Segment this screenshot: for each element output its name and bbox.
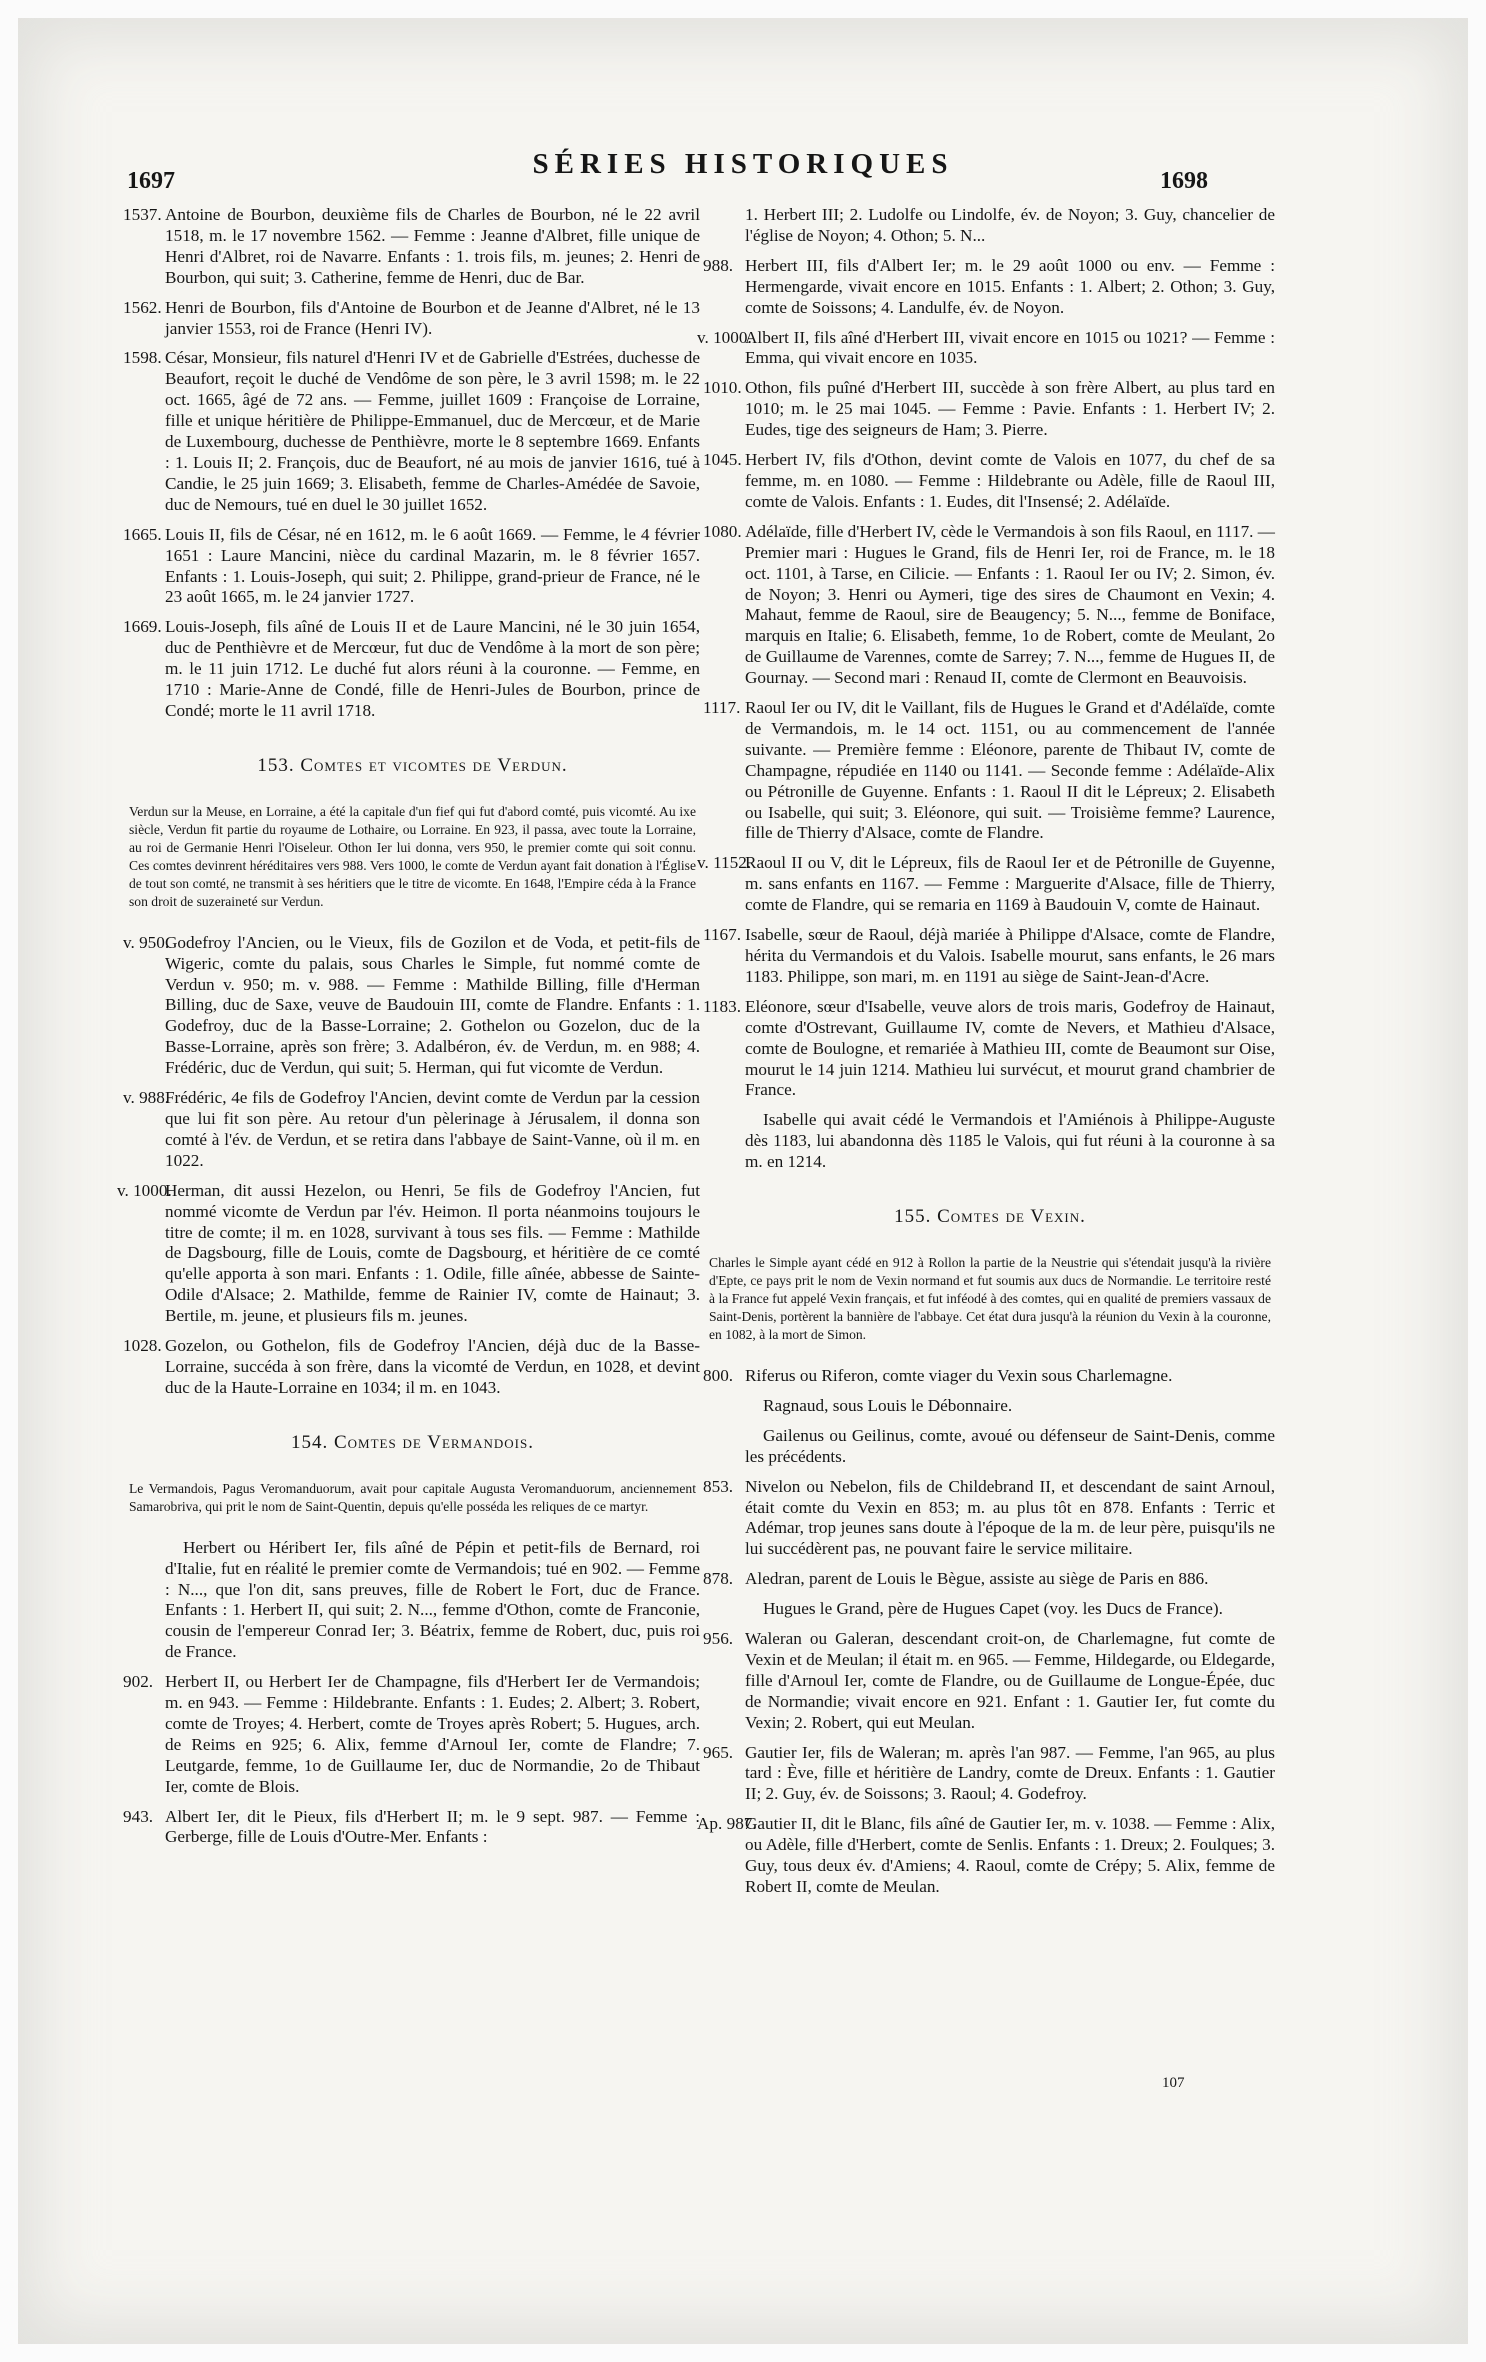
entry-adelaide: [705, 522, 1275, 689]
entry-text: Frédéric, 4e fils de Godefroy l'Ancien, devint comte de Verdun par la cession que lui fit son père. Au retour d'un pèlerinage à Jérusalem, il donna son comté à l'év. de Verdun, et se retira dans l'abbaye de Saint-Vanne, où il m. en 1022.: [165, 1088, 700, 1170]
entry-date: 853.: [703, 1476, 734, 1496]
entry-raoul-ii: [697, 853, 1275, 916]
entry-louis-ii: [125, 525, 700, 609]
entry-date: 1562.: [123, 297, 162, 317]
section-intro-vexin: Charles le Simple ayant cédé en 912 à Rollon la partie de la Neustrie qui s'étendait jusqu'à la rivière d'Epte, ce pays prit le nom de Vexin normand et fut soumis aux ducs de Normandie. Le territoire resté à la France fut appelé Vexin français, et fut inféodé à des comtes, qui en qualité de premiers vassaux de Saint-Denis, portèrent la bannière de l'abbaye. Cet état dura jusqu'à la réunion du Vexin à la couronne, en 1082, à la mort de Simon.: [709, 1254, 1271, 1342]
entry-text: Raoul Ier ou IV, dit le Vaillant, fils de Hugues le Grand et d'Adélaïde, comte de Vermandois, m. le 14 oct. 1151, ou au commencement de l'année suivante. — Première femme : Eléonore, parente de Thibaut IV, comte de Champagne, répudiée en 1140 ou 1141. — Seconde femme : Adélaïde-Alix ou Pétronille de Guyenne. Enfants : 1. Raoul II dit le Lépreux; 2. Elisabeth ou Isabelle, qui suit; 3. Eléonore, qui suit. — Troisième femme? Laurence, fille de Thierry d'Alsace, comte de Flandre.: [745, 698, 1275, 843]
entry-text: Herbert III, fils d'Albert Ier; m. le 29 août 1000 ou env. — Femme : Hermengarde, vivait encore en 1015. Enfants : 1. Albert; 2. Othon; 3. Guy, comte de Soissons; 4. Landulfe, év. de Noyon.: [745, 255, 1275, 317]
entry-raoul-i: [705, 698, 1275, 844]
entry-text: César, Monsieur, fils naturel d'Henri IV et de Gabrielle d'Estrées, duchesse de Beaufort, reçoit le duché de Vendôme de son père, le 3 avril 1598; m. le 22 oct. 1665, âgé de 72 ans. — Femme, juillet 1609 : Françoise de Lorraine, fille et unique héritière de Philippe-Emmanuel, duc de Mercœur, et de Marie de Luxembourg, duchesse de Penthièvre, morte le 8 septembre 1669. Enfants : 1. Louis II; 2. François, duc de Beaufort, né au mois de janvier 1616, tué à Candie, le 25 juin 1669; 3. Elisabeth, femme de Charles-Amédée de Savoie, duc de Nemours, tué en duel le 30 juillet 1652.: [165, 348, 700, 514]
entry-date: Ap. 987.: [697, 1814, 757, 1834]
left-page-number: 1697: [127, 168, 175, 194]
entry-herbert-ii: [125, 1672, 700, 1797]
section-intro-verdun: Verdun sur la Meuse, en Lorraine, a été la capitale d'un fief qui fut d'abord comté, puis vicomté. Au ixe siècle, Verdun fit partie du royaume de Lothaire, ou Lorraine. En 923, il passa, avec toute la Lorraine, au roi de Germanie Henri l'Oiseleur. Othon Ier lui donna, vers 950, le premier comte qui soit connu. Ces comtes devinrent héréditaires vers 988. Vers 1000, le comte de Verdun ayant fait donation à l'Église de tout son comté, ne transmit à ses héritiers que le titre de vicomte. En 1648, l'Empire céda à la France son droit de suzeraineté sur Verdun.: [129, 803, 696, 909]
entry-text: Henri de Bourbon, fils d'Antoine de Bourbon et de Jeanne d'Albret, né le 13 janvier 1553, roi de France (Henri IV).: [165, 297, 700, 338]
entry-date: v. 950.: [123, 932, 170, 952]
entry-text: Gozelon, ou Gothelon, fils de Godefroy l'Ancien, déjà duc de la Basse-Lorraine, succéda à son frère, dans la vicomté de Verdun, en 1028, et devint duc de la Haute-Lorraine en 1034; il m. en 1043.: [165, 1336, 700, 1397]
entry-date: 1028.: [123, 1336, 162, 1356]
entry-text: Albert II, fils aîné d'Herbert III, vivait encore en 1015 ou 1021? — Femme : Emma, qui vivait encore en 1035.: [745, 327, 1275, 368]
folio-number: 107: [1162, 2075, 1185, 2091]
continuation-text: 1. Herbert III; 2. Ludolfe ou Lindolfe, év. de Noyon; 3. Guy, chancelier de l'église de Noyon; 4. Othon; 5. N...: [745, 205, 1275, 245]
entry-isabelle: [705, 925, 1275, 988]
entry-date: 1045.: [703, 450, 742, 470]
entry-date: 1080.: [703, 521, 742, 541]
entry-text: Gautier II, dit le Blanc, fils aîné de Gautier Ier, m. v. 1038. — Femme : Alix, ou Adèle, fille d'Herbert, comte de Senlis. Enfants : 1. Dreux; 2. Foulques; 3. Guy, tous deux év. d'Amiens; 4. Raoul, comte de Crépy; 5. Alix, femme de Robert II, comte de Meulan.: [745, 1814, 1275, 1896]
entry-gautier-ii: [697, 1814, 1275, 1898]
entry-date: v. 1000.: [697, 327, 752, 347]
right-page-number: 1698: [1160, 168, 1208, 194]
entry-date: 1665.: [123, 524, 162, 544]
entry-date: 800.: [703, 1365, 734, 1385]
entry-godefroy: [125, 933, 700, 1079]
entry-text: Antoine de Bourbon, deuxième fils de Charles de Bourbon, né le 22 avril 1518, m. le 17 novembre 1562. — Femme : Jeanne d'Albret, fille unique de Henri d'Albret, roi de Navarre. Enfants : 1. trois fils, m. jeunes; 2. Henri de Bourbon, qui suit; 3. Catherine, femme de Henri, duc de Bar.: [165, 205, 700, 287]
entry-date: 902.: [123, 1672, 154, 1692]
entry-text: Herman, dit aussi Hezelon, ou Henri, 5e fils de Godefroy l'Ancien, fut nommé vicomte de Verdun par l'év. Heimon. Il porta néanmoins toujours le titre de comte; il m. en 1028, survivant à tous ses fils. — Femme : Mathilde de Dagsbourg, fille de Louis, comte de Dagsbourg, et héritière de ce comté qu'elle apporta à son mari. Enfants : 1. Odile, fille aînée, abbesse de Sainte-Odile d'Alsace; 2. Mathilde, femme de Rainier IV, comte de Hainaut; 3. Bertile, m. jeune, et plusieurs fils m. jeunes.: [165, 1180, 700, 1326]
entry-cesar: [125, 348, 700, 515]
entry-riferus: [705, 1366, 1275, 1387]
entry-louis-joseph: [125, 617, 700, 722]
entry-eleonore: [705, 997, 1275, 1102]
section-title-vermandois: 154. Comtes de Vermandois.: [291, 1431, 534, 1453]
entry-gozelon: [125, 1336, 700, 1399]
entry-albert-ii: [697, 327, 1275, 370]
entry-text: Albert Ier, dit le Pieux, fils d'Herbert II; m. le 9 sept. 987. — Femme : Gerberge, fille de Louis d'Outre-Mer. Enfants :: [165, 1806, 700, 1847]
entry-othon: [705, 378, 1275, 441]
entry-text: Othon, fils puîné d'Herbert III, succède à son frère Albert, au plus tard en 1010; m. le 25 mai 1045. — Femme : Pavie. Enfants : 1. Herbert IV; 2. Eudes, tige des seigneurs de Ham; 3. Pierre.: [745, 378, 1275, 440]
entry-text: Nivelon ou Nebelon, fils de Childebrand II, et descendant de saint Arnoul, était comte du Vexin en 853; m. au plus tôt en 878. Enfants : Terric et Adémar, trop jeunes sans doute à l'époque de la m. de leur père, puisqu'ils ne lui succédèrent pas, ne pouvant faire le service militaire.: [745, 1476, 1275, 1559]
entry-herbert-iii: [705, 256, 1275, 319]
entry-herbert-iv: [705, 450, 1275, 513]
section-title-vexin: 155. Comtes de Vexin.: [894, 1206, 1086, 1228]
entry-herbert-i: Herbert ou Héribert Ier, fils aîné de Pépin et petit-fils de Bernard, roi d'Italie, fut en réalité le premier comte de Vermandois; tué en 902. — Femme : N..., que l'on dit, sans preuves, fille de Robert le Fort, duc de France. Enfants : 1. Herbert II, qui suit; 2. N..., femme d'Othon, comte de Franconie, cousin de l'empereur Conrad Ier; 3. Béatrix, femme de Robert, duc, puis roi de France.: [165, 1537, 700, 1662]
entry-text: Louis II, fils de César, né en 1612, m. le 6 août 1669. — Femme, le 4 février 1651 : Laure Mancini, nièce du cardinal Mazarin, m. le 8 février 1657. Enfants : 1. Louis-Joseph, qui suit; 2. Philippe, grand-prieur de France, né le 23 août 1665, m. le 24 janvier 1727.: [165, 524, 700, 607]
entry-date: 943.: [123, 1806, 154, 1826]
entry-date: 1598.: [123, 348, 162, 368]
entry-text: Gautier Ier, fils de Waleran; m. après l'an 987. — Femme, l'an 965, au plus tard : Ève, fille et héritière de Landry, comte de Dreux. Enfants : 1. Gautier II; 2. Guy, év. de Soissons; 3. Raoul; 4. Godefroy.: [745, 1742, 1275, 1804]
closing-paragraph: Isabelle qui avait cédé le Vermandois et l'Amiénois à Philippe-Auguste dès 1183, lui abandonna dès 1185 le Valois, qui fut réuni à la couronne à sa m. en 1214.: [745, 1110, 1275, 1172]
entry-date: 1010.: [703, 378, 742, 398]
entry-date: 965.: [703, 1742, 734, 1762]
entry-nivelon: [705, 1477, 1275, 1561]
left-column: [117, 205, 700, 1857]
entry-text: Eléonore, sœur d'Isabelle, veuve alors de trois maris, Godefroy de Hainaut, comte d'Ostrevant, Guillaume IV, comte de Nevers, et Mathieu d'Alsace, comte de Boulogne, et remariée à Mathieu III, comte de Beaumont sur Oise, mourut le 14 juin 1214. Mathieu lui survécut, et mourut grand chambrier de France.: [745, 996, 1275, 1100]
section-title-verdun: 153. Comtes et vicomtes de Verdun.: [257, 754, 568, 776]
entry-waleran: [705, 1629, 1275, 1734]
entry-text: Waleran ou Galeran, descendant croit-on, de Charlemagne, fut comte de Vexin et de Meulan; il était m. en 965. — Femme, Hildegarde, ou Eldegarde, fille d'Arnoul Ier, comte de Flandre, ou de Guillaume de Longue-Épée, duc de Normandie; vivait encore en 921. Enfant : 1. Gautier Ier, fut comte du Vexin; 2. Robert, qui eut Meulan.: [745, 1629, 1275, 1732]
entry-date: 1537.: [123, 205, 162, 224]
entry-date: 1669.: [123, 617, 162, 637]
entry-date: v. 1000.: [117, 1180, 172, 1200]
entry-text: Raoul II ou V, dit le Lépreux, fils de Raoul Ier et de Pétronille de Guyenne, m. sans enfants en 1167. — Femme : Marguerite d'Alsace, fille de Thierry, comte de Flandre, qui se remaria en 1169 à Baudouin V, comte de Hainaut.: [745, 853, 1275, 915]
entry-text: Godefroy l'Ancien, ou le Vieux, fils de Gozilon et de Voda, et petit-fils de Wigeric, comte du palais, sous Charles le Simple, fut nommé comte de Verdun v. 950; m. v. 988. — Femme : Mathilde Billing, fille d'Herman Billing, duc de Saxe, veuve de Baudouin III, comte de Flandre. Enfants : 1. Godefroy, duc de la Basse-Lorraine; 2. Gothelon ou Gozelon, duc de la Basse-Lorraine, après son frère; 3. Adalbéron, év. de Verdun, m. en 988; 4. Frédéric, duc de Verdun, qui suit; 5. Herman, qui fut vicomte de Verdun.: [165, 932, 700, 1078]
entry-text: Herbert II, ou Herbert Ier de Champagne, fils d'Herbert Ier de Vermandois; m. en 943. — Femme : Hildebrante. Enfants : 1. Eudes; 2. Albert; 3. Robert, comte de Troyes; 4. Herbert, comte de Troyes après Robert; 5. Hugues, arch. de Reims en 925; 6. Alix, femme d'Arnoul Ier, comte de Flandre; 7. Leutgarde, femme, 1o de Guillaume Ier, duc de Normandie, 2o de Thibaut Ier, comte de Blois.: [165, 1672, 700, 1796]
entry-text: Riferus ou Riferon, comte viager du Vexin sous Charlemagne.: [745, 1365, 1173, 1385]
entry-text: Isabelle, sœur de Raoul, déjà mariée à Philippe d'Alsace, comte de Flandre, hérita du Vermandois et du Valois. Isabelle mourut, sans enfants, le 26 mars 1183. Philippe, son mari, m. en 1191 au siège de Saint-Jean-d'Acre.: [745, 925, 1275, 986]
entry-text: Herbert IV, fils d'Othon, devint comte de Valois en 1077, du chef de sa femme, m. en 1080. — Femme : Hildebrante ou Adèle, fille de Raoul III, comte de Valois. Enfants : 1. Eudes, dit l'Insensé; 2. Adélaïde.: [745, 450, 1275, 511]
right-column: [697, 205, 1275, 1907]
entry-text: Aledran, parent de Louis le Bègue, assiste au siège de Paris en 886.: [745, 1569, 1209, 1589]
entry-aledran: [705, 1569, 1275, 1590]
entry-date: 956.: [703, 1629, 734, 1649]
entry-albert-i: [125, 1807, 700, 1849]
entry-date: v. 988.: [123, 1088, 170, 1108]
entry-herman: [117, 1180, 700, 1327]
entry-date: 878.: [703, 1569, 734, 1589]
entry-frederic: [125, 1088, 700, 1172]
entry-henri-de-bourbon: [125, 298, 700, 340]
entry-antoine-de-bourbon: [125, 205, 700, 289]
running-title: SÉRIES HISTORIQUES: [532, 148, 954, 180]
entry-date: 1167.: [703, 925, 742, 945]
entry-hugues-le-grand: Hugues le Grand, père de Hugues Capet (voy. les Ducs de France).: [763, 1599, 1223, 1619]
entry-date: 1183.: [703, 996, 742, 1016]
entry-gautier-i: [705, 1743, 1275, 1806]
entry-text: Adélaïde, fille d'Herbert IV, cède le Vermandois à son fils Raoul, en 1117. — Premier mari : Hugues le Grand, fils de Henri Ier, roi de France, m. le 18 oct. 1101, à Tarse, en Cilicie. — Enfants : 1. Raoul Ier ou IV; 2. Simon, év. de Noyon; 3. Henri ou Aymeri, tige des sires de Chaumont en Vexin; 4. Mahaut, femme de Raoul, sire de Beaugency; 5. N..., femme de Boniface, marquis en Italie; 6. Elisabeth, femme, 1o de Robert, comte de Meulant, 2o de Guillaume de Varennes, comte de Sarrey; 7. N..., femme de Hugues II, de Gournay. — Second mari : Renaud II, comte de Clermont en Beauvoisis.: [745, 521, 1275, 688]
entry-date: 1117.: [703, 698, 741, 718]
entry-date: 988.: [703, 255, 734, 275]
entry-ragnaud: Ragnaud, sous Louis le Débonnaire.: [763, 1395, 1013, 1415]
section-intro-vermandois: Le Vermandois, Pagus Veromanduorum, avait pour capitale Augusta Veromanduorum, anciennement Samarobriva, qui prit le nom de Saint-Quentin, depuis qu'elle posséda les reliques de ce martyr.: [129, 1480, 696, 1514]
entry-gailenus: Gailenus ou Geilinus, comte, avoué ou défenseur de Saint-Denis, comme les précédents.: [745, 1425, 1275, 1466]
entry-text: Louis-Joseph, fils aîné de Louis II et de Laure Mancini, né le 30 juin 1654, duc de Penthièvre et de Mercœur, fut duc de Vendôme à la mort de son père; m. le 11 juin 1712. Le duché fut alors réuni à la couronne. — Femme, en 1710 : Marie-Anne de Condé, fille de Henri-Jules de Bourbon, prince de Condé; morte le 11 avril 1718.: [165, 617, 700, 720]
entry-date: v. 1152.: [697, 853, 752, 873]
